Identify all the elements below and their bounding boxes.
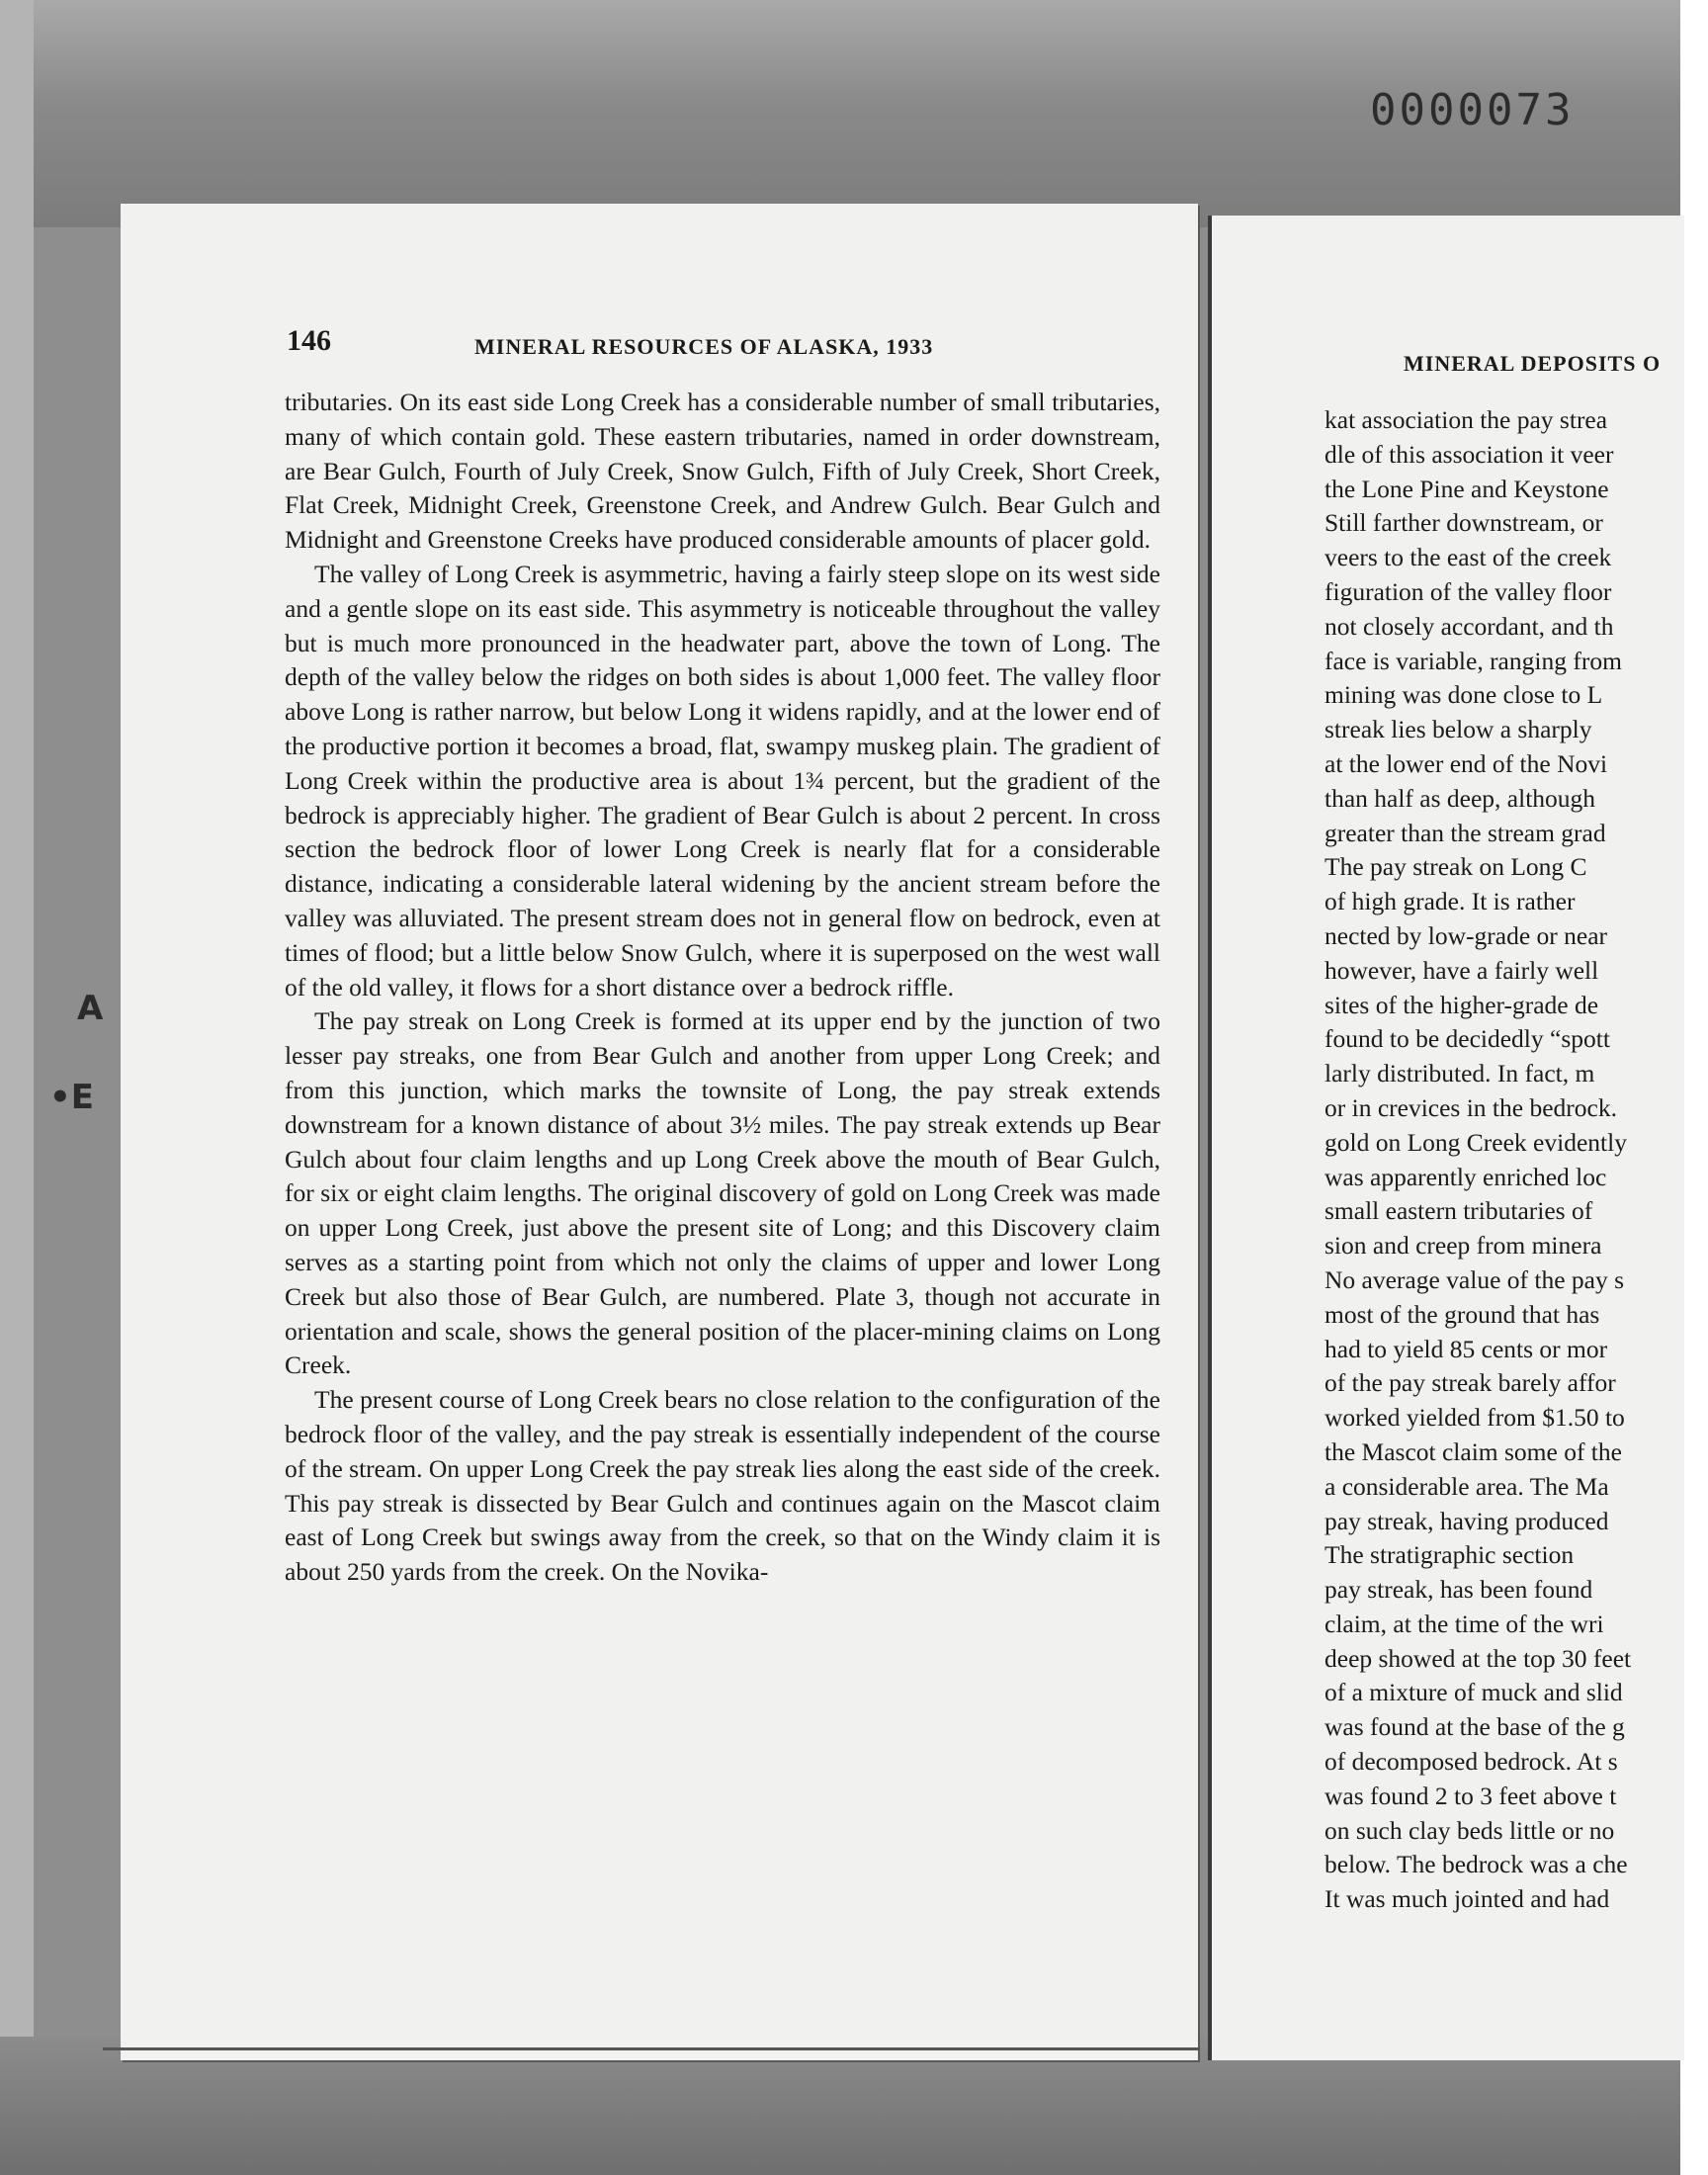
text-line: found to be decidedly “spott: [1324, 1024, 1610, 1054]
text-line: of decomposed bedrock. At s: [1324, 1747, 1618, 1777]
text-line: small eastern tributaries of: [1324, 1196, 1593, 1226]
text-line: the Mascot claim some of the: [1324, 1436, 1622, 1466]
text-line: or in crevices in the bedrock.: [1324, 1092, 1617, 1122]
text-line: had to yield 85 cents or mor: [1324, 1334, 1608, 1363]
margin-mark: A: [77, 989, 104, 1028]
text-line: No average value of the pay s: [1324, 1264, 1625, 1294]
text-line: streak lies below a sharply: [1324, 715, 1592, 744]
running-head-right: MINERAL DEPOSITS O: [1404, 351, 1662, 376]
text-line: worked yielded from $1.50 to: [1324, 1403, 1625, 1433]
archive-stamp-number: 0000073: [1370, 85, 1575, 135]
page-number: 146: [287, 324, 331, 357]
text-line: was found at the base of the g: [1324, 1712, 1625, 1742]
text-line: veers to the east of the creek: [1324, 543, 1612, 572]
text-line: of a mixture of muck and slid: [1324, 1678, 1623, 1707]
text-line: nected by low-grade or near: [1324, 920, 1608, 950]
text-line: not closely accordant, and th: [1324, 611, 1614, 641]
text-line: on such clay beds little or no: [1324, 1815, 1615, 1845]
text-line: larly distributed. In fact, m: [1324, 1059, 1595, 1088]
text-line: Still farther downstream, or: [1324, 508, 1603, 538]
text-line: face is variable, ranging from: [1324, 646, 1622, 675]
text-line: dle of this association it veer: [1324, 439, 1614, 469]
text-line: pay streak, has been found: [1324, 1575, 1593, 1605]
running-head-left-text: MINERAL RESOURCES OF ALASKA, 1933: [474, 334, 934, 359]
text-line: was found 2 to 3 feet above t: [1324, 1781, 1617, 1810]
text-line: claim, at the time of the wri: [1324, 1609, 1604, 1638]
left-page-body: [285, 386, 1160, 1888]
text-line: It was much jointed and had: [1324, 1884, 1610, 1914]
running-head-left: [287, 334, 998, 364]
text-line: pay streak, having produced: [1324, 1506, 1609, 1535]
text-line: kat association the pay strea: [1324, 405, 1608, 434]
text-line: below. The bedrock was a che: [1324, 1850, 1628, 1879]
text-line: of high grade. It is rather: [1324, 887, 1576, 916]
page-bottom-rule: [103, 2047, 1200, 2050]
text-line: at the lower end of the Novi: [1324, 748, 1608, 778]
text-line: mining was done close to L: [1324, 680, 1603, 710]
text-line: a considerable area. The Ma: [1324, 1471, 1609, 1501]
text-line: sites of the higher-grade de: [1324, 990, 1599, 1019]
text-line: most of the ground that has: [1324, 1299, 1600, 1329]
text-line: however, have a fairly well: [1324, 955, 1599, 985]
paragraph: The valley of Long Creek is asymmetric, having a fairly steep slope on its west side and a gentle slope on its east side. This asymmetry is noticeable throughout the valley but is much more pronounced in the headwater part, above the town of Long. The depth of the valley below the ridges on both sides is about 1,000 feet. The valley floor above Long is rather narrow, but below Long it widens rapidly, and at the lower end of the productive portion it becomes a broad, flat, swampy muskeg plain. The gradient of Long Creek within the productive area is about 1¾ percent, but the gradient of the bedrock is appreciably higher. The gradient of Bear Gulch is about 2 percent. In cross section the bedrock floor of lower Long Creek is nearly flat for a considerable distance, indicating a considerable lateral widening by the ancient stream before the valley was alluviated. The present stream does not in general flow on bedrock, even at times of flood; but a little below Snow Gulch, where it is superposed on the west wall of the old valley, it flows for a short distance over a bedrock riffle.: [285, 559, 1160, 1001]
text-line: greater than the stream grad: [1324, 818, 1606, 847]
paragraph: The pay streak on Long Creek is formed at its upper end by the junction of two lesser pay streaks, one from Bear Gulch and another from upper Long Creek; and from this junction, which marks the townsite of Long, the pay streak extends downstream for a known distance of about 3½ miles. The pay streak extends up Bear Gulch about four claim lengths and up Long Creek above the mouth of Bear Gulch, for six or eight claim lengths. The original discovery of gold on Long Creek was made on upper Long Creek, just above the present site of Long; and this Discovery claim serves as a starting point from which not only the claims of upper and lower Long Creek but also those of Bear Gulch, are numbered. Plate 3, though not accurate in orientation and scale, shows the general position of the placer-mining claims on Long Creek.: [285, 1006, 1160, 1380]
margin-mark: •E: [49, 1078, 94, 1117]
text-line: figuration of the valley floor: [1324, 576, 1612, 606]
text-line: the Lone Pine and Keystone: [1324, 474, 1609, 503]
text-line: sion and creep from minera: [1324, 1231, 1602, 1261]
scan-background-right: [1680, 0, 1708, 2175]
scan-background-left: [0, 0, 34, 2175]
text-line: The pay streak on Long C: [1324, 852, 1587, 882]
text-line: deep showed at the top 30 feet: [1324, 1643, 1632, 1673]
text-line: of the pay streak barely affor: [1324, 1368, 1616, 1398]
text-line: was apparently enriched loc: [1324, 1162, 1607, 1191]
text-line: gold on Long Creek evidently: [1324, 1127, 1627, 1157]
right-page-body: [1324, 403, 1680, 1914]
paragraph: The present course of Long Creek bears no close relation to the configuration of the bedrock floor of the valley, and the pay streak is essentially independent of the course of the stream. On upper Long Creek the pay streak lies along the east side of the creek. This pay streak is dissected by Bear Gulch and continues again on the Mascot claim east of Long Creek but swings away from the creek, so that on the Windy claim it is about 250 yards from the creek. On the Novika-: [285, 1385, 1160, 1587]
paragraph: tributaries. On its east side Long Creek has a considerable number of small tributaries, many of which contain gold. These eastern tributaries, named in order downstream, are Bear Gulch, Fourth of July Creek, Snow Gulch, Fifth of July Creek, Short Creek, Flat Creek, Midnight Creek, Greenstone Creek, and Andrew Gulch. Bear Gulch and Midnight and Greenstone Creeks have produced considerable amounts of placer gold.: [285, 388, 1160, 555]
text-line: than half as deep, although: [1324, 783, 1596, 813]
text-line: The stratigraphic section: [1324, 1540, 1575, 1570]
